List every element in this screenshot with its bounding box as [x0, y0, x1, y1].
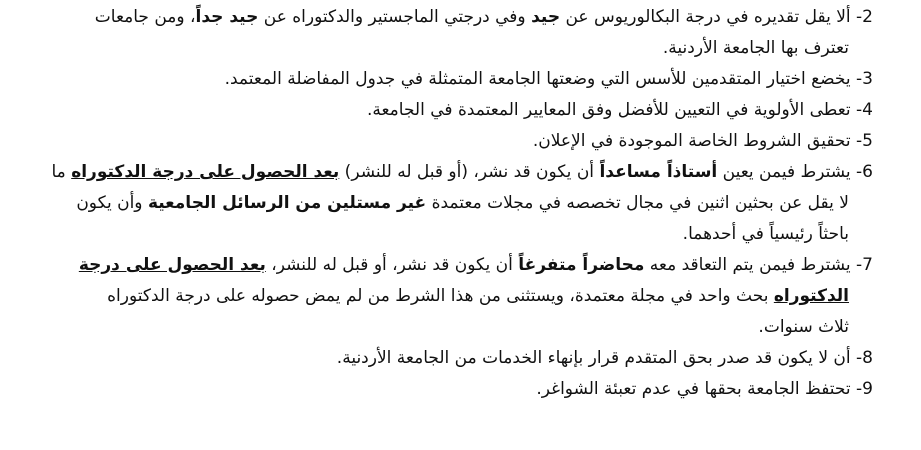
emphasis-text: جيد [531, 7, 561, 27]
emphasis-text: محاضراً متفرغاً [518, 255, 645, 275]
item-9-line-1: 9- تحتفظ الجامعة بحقها في عدم تعبئة الشواغر. [536, 379, 873, 399]
item-4-line-1: 4- تعطى الأولوية في التعيين للأفضل وفق المعايير المعتمدة في الجامعة. [366, 100, 873, 120]
item-7-line-3: ثلاث سنوات. [758, 317, 849, 337]
item-2-line-2: تعترف بها الجامعة الأردنية. [662, 38, 849, 58]
item-2-line-1: 2- ألا يقل تقديره في درجة البكالوريوس عن جيد وفي درجتي الماجستير والدكتوراه عن جيد جداً، ومن جامعات [94, 7, 873, 27]
item-7-line-2: الدكتوراه بحث واحد في مجلة معتمدة، ويستثنى من هذا الشرط من لم يمض حصوله على درجة الدكتوراه [107, 286, 849, 306]
item-3-line-1: 3- يخضع اختيار المتقدمين للأسس التي وضعتها الجامعة المتمثلة في جدول المفاضلة المعتمد. [224, 69, 873, 89]
item-6-line-3: باحثاً رئيسياً في أحدهما. [682, 224, 849, 244]
item-7-line-1: 7- يشترط فيمن يتم التعاقد معه محاضراً متفرغاً أن يكون قد نشر، أو قبل له للنشر، بعد الحصول على درجة [78, 255, 873, 275]
item-8-line-1: 8- أن لا يكون قد صدر بحق المتقدم قرار بإنهاء الخدمات من الجامعة الأردنية. [336, 348, 873, 368]
item-6-line-1: 6- يشترط فيمن يعين أستاذاً مساعداً أن يكون قد نشر، (أو قبل له للنشر) بعد الحصول على درجة الدكتوراه ما [51, 162, 873, 182]
emphasis-text: غير مستلين من الرسائل الجامعية [147, 193, 427, 213]
emphasis-underlined-text: بعد الحصول على درجة الدكتوراه [71, 162, 340, 182]
emphasis-text: جيد جداً [195, 7, 259, 27]
emphasis-underlined-text: بعد الحصول على درجة [78, 255, 266, 275]
item-5-line-1: 5- تحقيق الشروط الخاصة الموجودة في الإعلان. [532, 131, 873, 151]
emphasis-text: أستاذاً مساعداً [599, 162, 718, 182]
emphasis-underlined-text: الدكتوراه [773, 286, 849, 306]
item-6-line-2: لا يقل عن بحثين اثنين في مجال تخصصه في مجلات معتمدة غير مستلين من الرسائل الجامعية وأن يكون [76, 193, 849, 213]
